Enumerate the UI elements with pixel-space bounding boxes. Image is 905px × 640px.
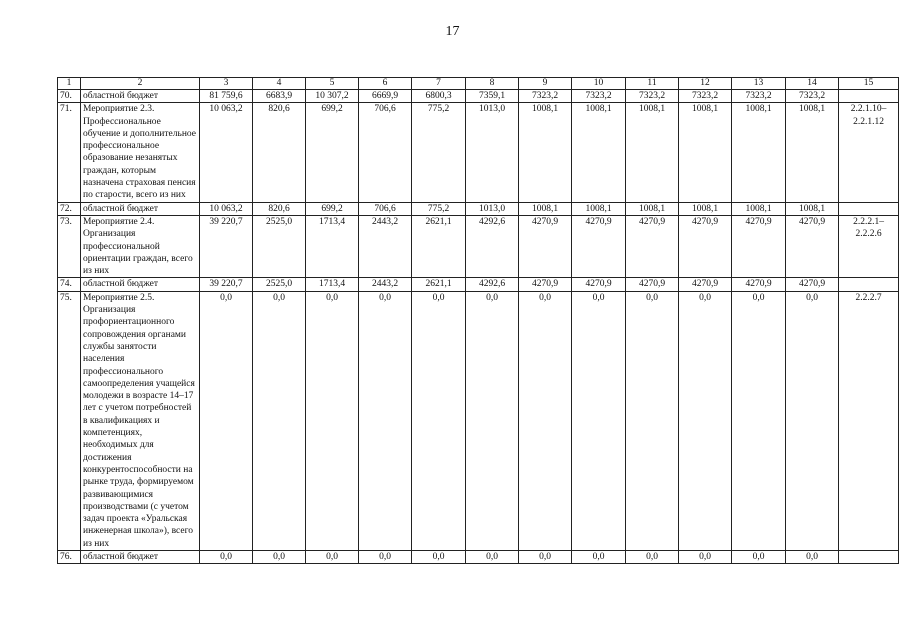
table-row bbox=[58, 550, 899, 563]
value-cell: 4270,9 bbox=[786, 278, 839, 291]
value-cell: 39 220,7 bbox=[200, 278, 253, 291]
value-cell: 2525,0 bbox=[253, 278, 306, 291]
table-row bbox=[58, 278, 899, 291]
column-header: 2 bbox=[81, 78, 200, 90]
target-cell: 2.2.2.7 bbox=[839, 291, 899, 550]
value-cell: 775,2 bbox=[412, 202, 466, 215]
value-cell: 1008,1 bbox=[732, 103, 786, 202]
column-header: 9 bbox=[519, 78, 572, 90]
value-cell: 0,0 bbox=[412, 291, 466, 550]
value-cell: 4270,9 bbox=[732, 278, 786, 291]
value-cell: 1008,1 bbox=[519, 103, 572, 202]
value-cell: 0,0 bbox=[359, 291, 412, 550]
value-cell: 0,0 bbox=[572, 550, 626, 563]
column-header: 7 bbox=[412, 78, 466, 90]
value-cell: 699,2 bbox=[306, 202, 359, 215]
row-name: областной бюджет bbox=[81, 90, 200, 103]
value-cell: 7323,2 bbox=[679, 90, 732, 103]
target-cell: 2.2.2.1–2.2.2.6 bbox=[839, 215, 899, 277]
value-cell: 10 307,2 bbox=[306, 90, 359, 103]
value-cell: 4270,9 bbox=[679, 278, 732, 291]
value-cell: 1008,1 bbox=[572, 202, 626, 215]
value-cell: 1008,1 bbox=[572, 103, 626, 202]
value-cell: 6800,3 bbox=[412, 90, 466, 103]
value-cell: 775,2 bbox=[412, 103, 466, 202]
value-cell: 0,0 bbox=[466, 291, 519, 550]
value-cell: 7323,2 bbox=[626, 90, 679, 103]
value-cell: 7323,2 bbox=[572, 90, 626, 103]
column-header: 12 bbox=[679, 78, 732, 90]
value-cell: 10 063,2 bbox=[200, 103, 253, 202]
value-cell: 2443,2 bbox=[359, 278, 412, 291]
column-header: 5 bbox=[306, 78, 359, 90]
value-cell: 4270,9 bbox=[572, 215, 626, 277]
column-header: 11 bbox=[626, 78, 679, 90]
row-name: Мероприятие 2.5. Организация профориентационного сопровождения органами службы занятости населения профессионального самоопределения учащейся молодежи в возрасте 14–17 лет с учетом потребностей в квалификациях и компетенциях, необходимых для достижения конкурентоспособности на рынке труда, формируемом развивающимися производствами (с учетом задач проекта «Уральская инженерная школа»), всего из них bbox=[81, 291, 200, 550]
value-cell: 706,6 bbox=[359, 103, 412, 202]
value-cell: 0,0 bbox=[626, 291, 679, 550]
value-cell: 0,0 bbox=[519, 550, 572, 563]
value-cell: 0,0 bbox=[732, 550, 786, 563]
column-header: 10 bbox=[572, 78, 626, 90]
value-cell: 0,0 bbox=[786, 291, 839, 550]
value-cell: 39 220,7 bbox=[200, 215, 253, 277]
value-cell: 1008,1 bbox=[679, 103, 732, 202]
value-cell: 0,0 bbox=[519, 291, 572, 550]
value-cell: 7323,2 bbox=[519, 90, 572, 103]
value-cell: 1008,1 bbox=[626, 103, 679, 202]
value-cell: 0,0 bbox=[200, 291, 253, 550]
value-cell: 0,0 bbox=[253, 291, 306, 550]
value-cell: 0,0 bbox=[359, 550, 412, 563]
row-number: 73. bbox=[58, 215, 81, 277]
value-cell: 4270,9 bbox=[786, 215, 839, 277]
value-cell: 0,0 bbox=[253, 550, 306, 563]
value-cell: 0,0 bbox=[679, 550, 732, 563]
value-cell: 6683,9 bbox=[253, 90, 306, 103]
row-number: 75. bbox=[58, 291, 81, 550]
column-header: 13 bbox=[732, 78, 786, 90]
row-number: 76. bbox=[58, 550, 81, 563]
value-cell: 0,0 bbox=[626, 550, 679, 563]
value-cell: 6669,9 bbox=[359, 90, 412, 103]
value-cell: 0,0 bbox=[786, 550, 839, 563]
value-cell: 2443,2 bbox=[359, 215, 412, 277]
value-cell: 1008,1 bbox=[786, 103, 839, 202]
value-cell: 4270,9 bbox=[572, 278, 626, 291]
value-cell: 1713,4 bbox=[306, 278, 359, 291]
table-row bbox=[58, 215, 899, 277]
value-cell: 4270,9 bbox=[626, 278, 679, 291]
value-cell: 1013,0 bbox=[466, 103, 519, 202]
column-header: 8 bbox=[466, 78, 519, 90]
value-cell: 1713,4 bbox=[306, 215, 359, 277]
value-cell: 0,0 bbox=[200, 550, 253, 563]
row-name: Мероприятие 2.4. Организация профессиональной ориентации граждан, всего из них bbox=[81, 215, 200, 277]
column-header: 3 bbox=[200, 78, 253, 90]
value-cell: 7359,1 bbox=[466, 90, 519, 103]
value-cell: 820,6 bbox=[253, 103, 306, 202]
value-cell: 1008,1 bbox=[679, 202, 732, 215]
value-cell: 706,6 bbox=[359, 202, 412, 215]
column-header: 1 bbox=[58, 78, 81, 90]
value-cell: 1008,1 bbox=[732, 202, 786, 215]
value-cell: 1008,1 bbox=[786, 202, 839, 215]
value-cell: 2621,1 bbox=[412, 215, 466, 277]
value-cell: 2525,0 bbox=[253, 215, 306, 277]
column-header: 14 bbox=[786, 78, 839, 90]
value-cell: 0,0 bbox=[732, 291, 786, 550]
row-name: Мероприятие 2.3. Профессиональное обучение и дополнительное профессиональное образование незанятых граждан, которым назначена страховая пенсия по старости, всего из них bbox=[81, 103, 200, 202]
column-header: 4 bbox=[253, 78, 306, 90]
value-cell: 0,0 bbox=[306, 550, 359, 563]
table-row bbox=[58, 90, 899, 103]
table-row bbox=[58, 291, 899, 550]
value-cell: 2621,1 bbox=[412, 278, 466, 291]
value-cell: 4270,9 bbox=[519, 278, 572, 291]
row-number: 70. bbox=[58, 90, 81, 103]
value-cell: 7323,2 bbox=[786, 90, 839, 103]
target-cell bbox=[839, 278, 899, 291]
table-row bbox=[58, 202, 899, 215]
value-cell: 699,2 bbox=[306, 103, 359, 202]
row-number: 71. bbox=[58, 103, 81, 202]
value-cell: 4270,9 bbox=[519, 215, 572, 277]
budget-table bbox=[57, 77, 899, 564]
row-name: областной бюджет bbox=[81, 202, 200, 215]
row-number: 72. bbox=[58, 202, 81, 215]
value-cell: 0,0 bbox=[572, 291, 626, 550]
value-cell: 0,0 bbox=[306, 291, 359, 550]
table-header-row bbox=[58, 78, 899, 90]
value-cell: 1008,1 bbox=[519, 202, 572, 215]
value-cell: 1008,1 bbox=[626, 202, 679, 215]
target-cell bbox=[839, 90, 899, 103]
value-cell: 4292,6 bbox=[466, 215, 519, 277]
page-number: 17 bbox=[445, 24, 460, 39]
value-cell: 10 063,2 bbox=[200, 202, 253, 215]
value-cell: 0,0 bbox=[412, 550, 466, 563]
row-name: областной бюджет bbox=[81, 278, 200, 291]
value-cell: 4270,9 bbox=[679, 215, 732, 277]
value-cell: 4270,9 bbox=[732, 215, 786, 277]
value-cell: 4292,6 bbox=[466, 278, 519, 291]
row-name: областной бюджет bbox=[81, 550, 200, 563]
value-cell: 4270,9 bbox=[626, 215, 679, 277]
target-cell bbox=[839, 202, 899, 215]
value-cell: 820,6 bbox=[253, 202, 306, 215]
target-cell bbox=[839, 550, 899, 563]
value-cell: 81 759,6 bbox=[200, 90, 253, 103]
target-cell: 2.2.1.10–2.2.1.12 bbox=[839, 103, 899, 202]
value-cell: 0,0 bbox=[679, 291, 732, 550]
value-cell: 1013,0 bbox=[466, 202, 519, 215]
column-header: 6 bbox=[359, 78, 412, 90]
row-number: 74. bbox=[58, 278, 81, 291]
value-cell: 0,0 bbox=[466, 550, 519, 563]
value-cell: 7323,2 bbox=[732, 90, 786, 103]
table-row bbox=[58, 103, 899, 202]
column-header: 15 bbox=[839, 78, 899, 90]
